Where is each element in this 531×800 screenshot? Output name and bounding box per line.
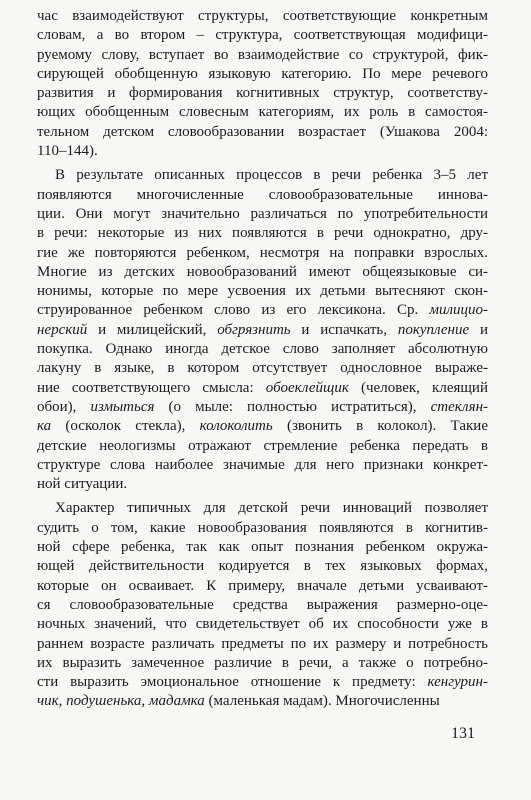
text-run: которые он осваивает. К примеру, вначале детьми усваивают- [37, 577, 488, 594]
text-run: (осколок стекла), [51, 418, 200, 435]
text-line [37, 596, 488, 615]
paragraph [37, 166, 488, 494]
text-line [37, 692, 488, 711]
text-line [37, 557, 488, 576]
text-line [37, 103, 488, 122]
text-run: структуре слова наиболее значимые для него признаки конкрет- [37, 456, 488, 473]
text-run: час взаимодействуют структуры, соответствующие конкретным [37, 8, 488, 24]
text-run: ночных значений, что свидетельствует об их способности уже в [37, 616, 488, 633]
text-run: нонимы, которые по мере усвоения их детьми вытесняют скон- [37, 283, 488, 300]
text-run: ющих обобщенным словесным категориям, их роль в самостоя- [37, 104, 488, 121]
text-line [37, 417, 488, 436]
text-run: судить о том, какие новообразования появляются в когнитив- [37, 519, 488, 536]
text-run: ной ситуации. [37, 476, 128, 493]
text-line [37, 499, 488, 518]
text-run: (звонить в колокол). Такие [272, 418, 488, 435]
text-line [37, 263, 488, 282]
text-line [37, 301, 488, 320]
text-line [37, 635, 488, 654]
text-run: руемому слову, вступает во взаимодействие со структурой, фик- [37, 46, 488, 63]
text-run: (маленькая мадам). Многочисленны [204, 693, 440, 710]
text-line [37, 244, 488, 263]
text-run: В результате описанных процессов в речи ребенка 3–5 лет [55, 167, 488, 184]
text-run: сирующей обобщенную языковую категорию. По мере речевого [37, 65, 488, 82]
text-run: и [469, 321, 488, 338]
text-run: ние соответствующего смысла: [37, 379, 266, 396]
paragraph [37, 7, 488, 161]
text-line [37, 340, 488, 359]
text-run: их выразить замеченное различие в речи, а также о потребно- [37, 654, 488, 671]
text-line [37, 615, 488, 634]
text-line [37, 519, 488, 538]
text-run: раннем возрасте различать предметы по их размеру и потребность [37, 635, 488, 652]
italic-term: обоеклейщик [265, 379, 349, 396]
text-line [37, 123, 488, 142]
text-run: ся словообразовательные средства выражения размерно-оце- [37, 596, 488, 613]
text-line [37, 654, 488, 673]
text-line [37, 379, 488, 398]
text-run: развития и формирования когнитивных структур, соответству- [37, 85, 488, 102]
text-run: ной сфере ребенка, так как опыт познания ребенком окружа- [37, 539, 488, 556]
text-line [37, 186, 488, 205]
italic-term: измыться [90, 398, 155, 415]
text-line [37, 538, 488, 557]
text-line [37, 577, 488, 596]
text-line [37, 205, 488, 224]
text-line [37, 673, 488, 692]
text-run: ющей действительности кодируется в тех языковых формах, [37, 558, 488, 575]
text-line [37, 7, 488, 26]
text-line [37, 84, 488, 103]
text-run: (человек, клеящий [348, 379, 488, 396]
text-line [37, 166, 488, 185]
text-run: покупка. Однако иногда детское слово заполняет абсолютную [37, 341, 488, 358]
text-line [37, 65, 488, 84]
text-line [37, 224, 488, 243]
text-run: (о мыле: полностью истратиться), [154, 398, 431, 415]
italic-term: милицио- [429, 302, 488, 319]
italic-term: колоколить [199, 418, 273, 435]
text-run: Многие из детских новообразований имеют общеязыковые си- [37, 263, 488, 280]
text-line [37, 359, 488, 378]
text-run: ции. Они могут значительно различаться по употребительности [37, 205, 488, 222]
text-line [37, 46, 488, 65]
italic-term: обгрязнить [217, 321, 291, 338]
text-run: обои), [37, 398, 91, 415]
text-run: Характер типичных для детской речи инноваций позволяет [55, 500, 488, 517]
text-line [37, 142, 488, 161]
italic-term: покупление [397, 321, 470, 338]
text-run: лакуну в языке, в котором отсутствует однословное выраже- [37, 360, 488, 377]
text-line [37, 321, 488, 340]
text-line [37, 282, 488, 301]
text-line [37, 475, 488, 494]
italic-term: стеклян- [430, 398, 489, 415]
body-text [37, 7, 488, 712]
text-run: тельном детском словообразовании возрастает (Ушакова 2004: [37, 123, 488, 140]
text-line [37, 456, 488, 475]
text-run: гие же повторяются ребенком, несмотря на поправки взрослых. [37, 244, 488, 261]
text-run: и испачкать, [290, 321, 398, 338]
text-line [37, 437, 488, 456]
text-run: сти выразить эмоциональное отношение к предмету: [37, 674, 428, 691]
page-number: 131 [451, 725, 475, 742]
text-run: 110–144). [37, 143, 98, 160]
italic-term: нерский [37, 321, 88, 338]
text-run: появляются многочисленные словообразовательные иннова- [37, 186, 488, 203]
text-run: детские неологизмы отражают стремление ребенка передать в [37, 437, 488, 454]
italic-term: чик, подушенька, мадамка [37, 693, 205, 710]
text-run: словам, а во втором – структура, соответствующая модифици- [37, 27, 488, 44]
italic-term: кенгурин- [427, 674, 488, 691]
paragraph [37, 499, 488, 711]
text-run: и милицейский, [87, 321, 218, 338]
text-run: струированное ребенком слово из его лексикона. Ср. [37, 302, 430, 319]
text-line [37, 398, 488, 417]
text-line [37, 26, 488, 45]
text-run: в речи: некоторые из них появляются в речи однократно, дру- [37, 225, 488, 242]
italic-term: ка [37, 418, 52, 435]
